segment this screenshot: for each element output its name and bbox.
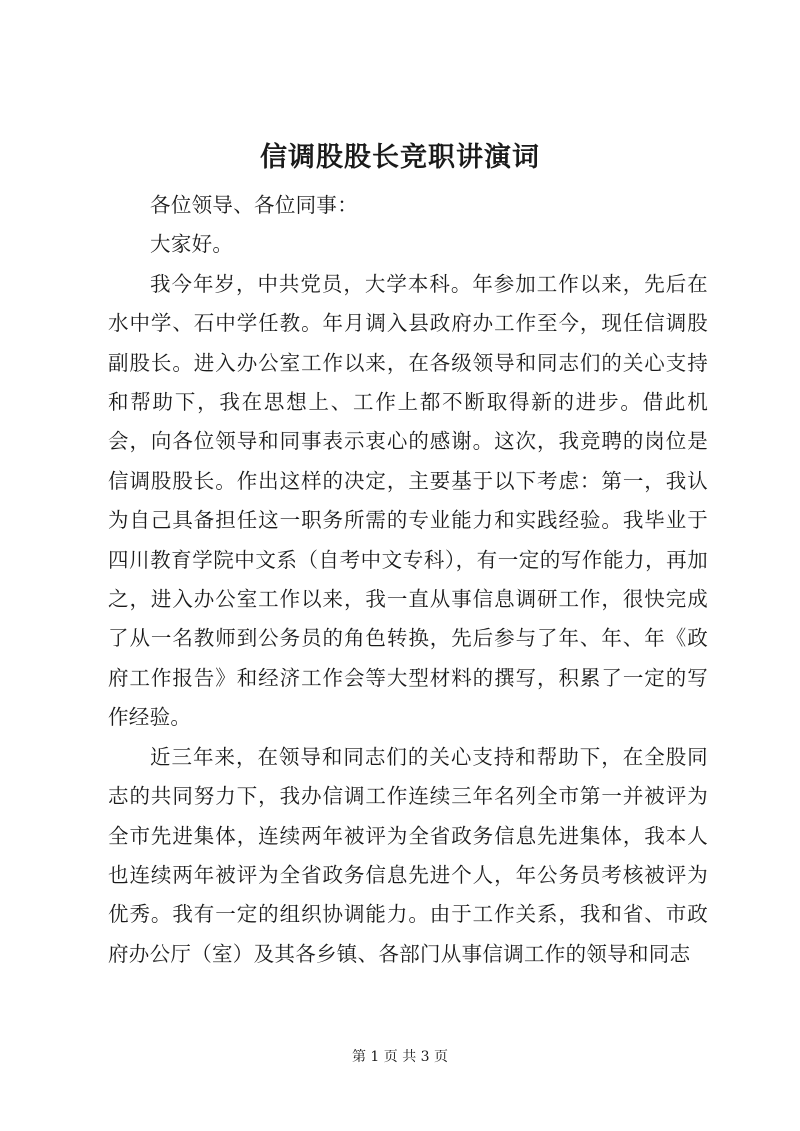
paragraph-achievements: 近三年来，在领导和同志们的关心支持和帮助下，在全股同志的共同努力下，我办信调工作连续三年名列全市第一并被评为全市先进集体，连续两年被评为全省政务信息先进集体，我本人也连续两年被评为全省政务信息先进个人，年公务员考核被评为优秀。我有一定的组织协调能力。由于工作关系，我和省、市政府办公厅（室）及其各乡镇、各部门从事信调工作的领导和同志 (108, 744, 708, 966)
document-body (108, 186, 708, 974)
paragraph-intro: 我今年岁，中共党员，大学本科。年参加工作以来，先后在水中学、石中学任教。年月调入县政府办工作至今，现任信调股副股长。进入办公室工作以来，在各级领导和同志们的关心支持和帮助下，我在思想上、工作上都不断取得新的进步。借此机会，向各位领导和同事表示衷心的感谢。这次，我竞聘的岗位是信调股股长。作出这样的决定，主要基于以下考虑：第一，我认为自己具备担任这一职务所需的专业能力和实践经验。我毕业于四川教育学院中文系（自考中文专科），有一定的写作能力，再加之，进入办公室工作以来，我一直从事信息调研工作，很快完成了从一名教师到公务员的角色转换，先后参与了年、年、年《政府工作报告》和经济工作会等大型材料的撰写，积累了一定的写作经验。 (108, 271, 708, 730)
greeting: 大家好。 (150, 232, 234, 257)
page-footer: 第 1 页 共 3 页 (351, 1049, 449, 1065)
document-title: 信调股股长竞职讲演词 (260, 142, 540, 173)
salutation: 各位领导、各位同事： (150, 193, 359, 217)
